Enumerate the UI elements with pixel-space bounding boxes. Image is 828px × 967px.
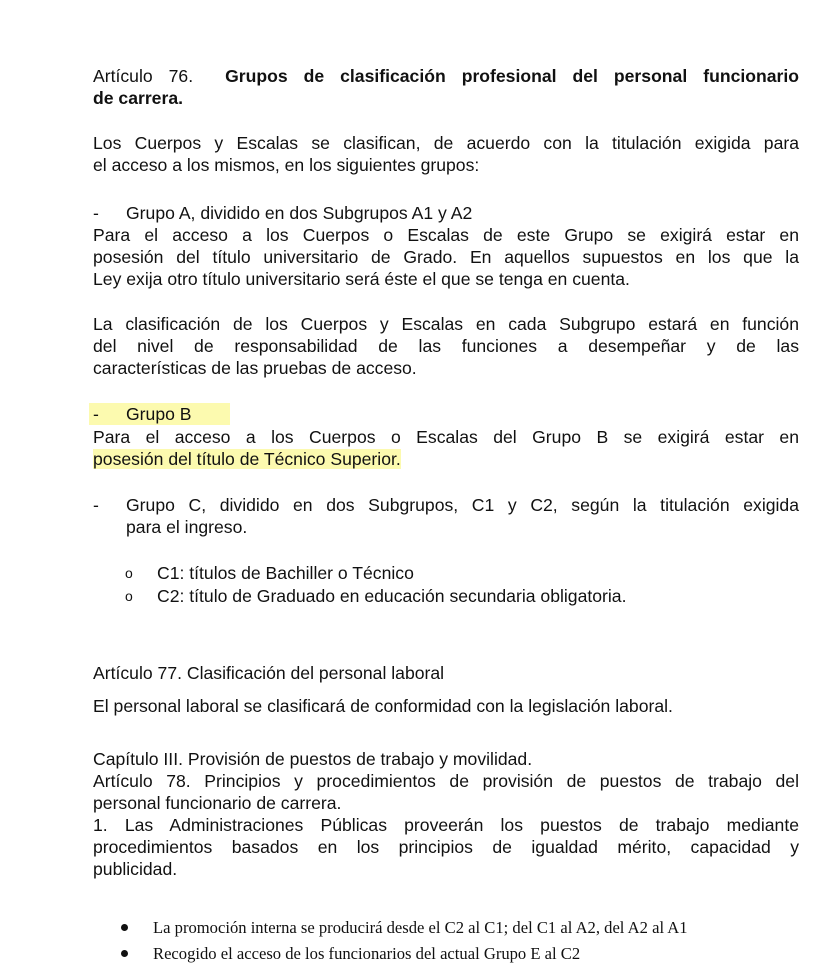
grupo-b-line-1: Para el acceso a los Cuerpos o Escalas del Grupo B se exigirá estar en — [93, 427, 799, 447]
article-78-line-2: personal funcionario de carrera. — [93, 793, 342, 813]
grupo-a-paragraph — [93, 224, 799, 290]
grupo-b-line-2: posesión del título de Técnico Superior. — [93, 449, 401, 469]
chapter-3-block — [93, 748, 799, 880]
grupo-a-line-1: Para el acceso a los Cuerpos o Escalas de este Grupo se exigirá estar en — [93, 225, 799, 245]
grupo-c-dash: - — [93, 495, 99, 515]
grupo-b-line-2-wrap — [93, 448, 799, 470]
grupo-c-line-1: Grupo C, dividido en dos Subgrupos, C1 y C2, según la titulación exigida — [126, 495, 799, 515]
article-78-p1-line-1: 1. Las Administraciones Públicas proveerán los puestos de trabajo mediante — [93, 815, 799, 835]
note-2: Recogido el acceso de los funcionarios del actual Grupo E al C2 — [153, 944, 581, 963]
c2-marker: o — [125, 588, 133, 604]
article-76-title: Grupos de clasificación profesional del personal funcionario — [225, 66, 799, 86]
article-76-heading-line-1 — [93, 65, 799, 87]
grupo-c-paragraph — [126, 494, 799, 538]
grupo-b-paragraph — [93, 426, 799, 470]
intro-line-1: Los Cuerpos y Escalas se clasifican, de acuerdo con la titulación exigida para — [93, 133, 799, 153]
note-1: La promoción interna se producirá desde el C2 al C1; del C1 al A2, del A2 al A1 — [153, 918, 688, 937]
note-2-bullet — [121, 950, 128, 957]
article-76-heading-line-2 — [93, 87, 799, 109]
article-77-body: El personal laboral se clasificará de conformidad con la legislación laboral. — [93, 696, 673, 716]
grupo-a-title: Grupo A, dividido en dos Subgrupos A1 y A2 — [126, 203, 473, 223]
c1-marker: o — [125, 565, 133, 581]
chapter-3-title: Capítulo III. Provisión de puestos de trabajo y movilidad. — [93, 749, 533, 769]
intro-line-2: el acceso a los mismos, en los siguientes grupos: — [93, 155, 480, 175]
grupo-b-dash: - — [93, 404, 99, 424]
article-78-p1-line-3: publicidad. — [93, 859, 178, 879]
article-77-title: Artículo 77. Clasificación del personal laboral — [93, 663, 445, 683]
clasificacion-line-3: características de las pruebas de acceso. — [93, 358, 417, 378]
c1-item: C1: títulos de Bachiller o Técnico — [157, 563, 414, 583]
article-78-p1-line-2: procedimientos basados en los principios de igualdad mérito, capacidad y — [93, 837, 799, 857]
grupo-a-line-2: posesión del título universitario de Grado. En aquellos supuestos en los que la — [93, 247, 799, 267]
clasificacion-line-2: del nivel de responsabilidad de las funciones a desempeñar y de las — [93, 336, 799, 356]
grupo-a-line-3: Ley exija otro título universitario será éste el que se tenga en cuenta. — [93, 269, 630, 289]
article-77 — [93, 662, 799, 684]
article-76-prefix: Artículo 76. — [93, 66, 194, 86]
intro-paragraph — [93, 132, 799, 176]
grupo-a-dash: - — [93, 203, 99, 223]
grupo-c-line-2: para el ingreso. — [126, 517, 248, 537]
grupo-b-title: Grupo B — [126, 404, 192, 424]
article-78-line-1: Artículo 78. Principios y procedimientos de provisión de puestos de trabajo del — [93, 771, 799, 791]
clasificacion-paragraph — [93, 313, 799, 379]
article-77-body-wrap — [93, 695, 799, 717]
article-76-heading — [93, 65, 799, 109]
c2-item: C2: título de Graduado en educación secundaria obligatoria. — [157, 586, 627, 606]
note-1-bullet — [121, 924, 128, 931]
clasificacion-line-1: La clasificación de los Cuerpos y Escalas en cada Subgrupo estará en función — [93, 314, 799, 334]
article-76-title-cont: de carrera. — [93, 88, 183, 108]
